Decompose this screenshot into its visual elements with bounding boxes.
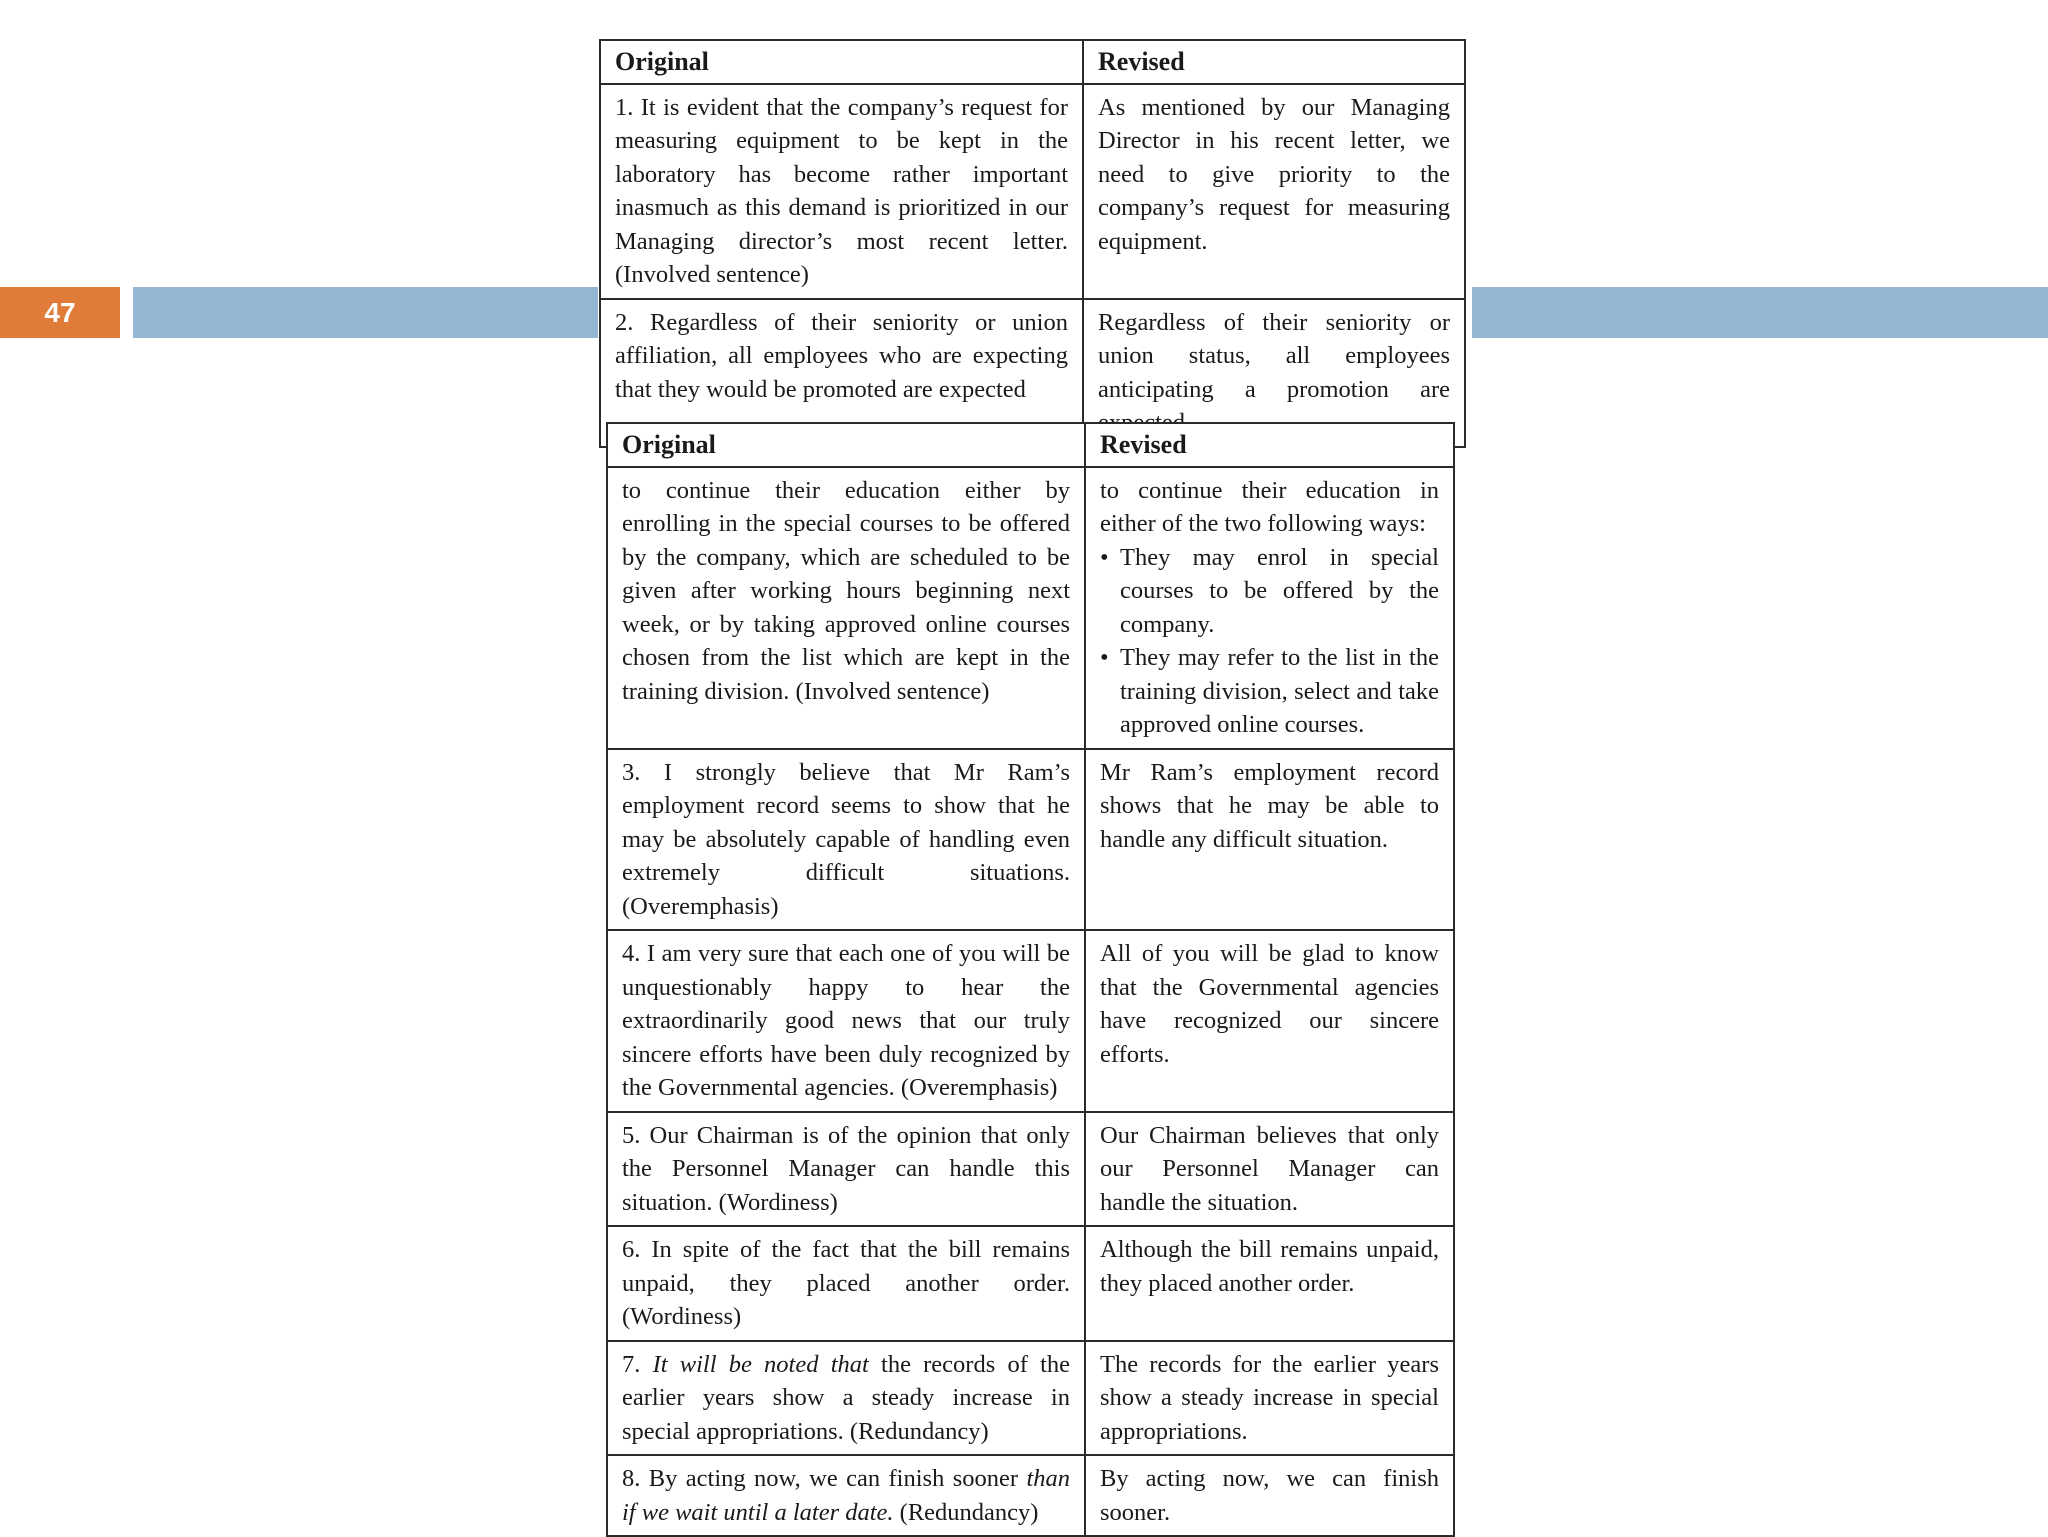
cell-original: 2. Regardless of their seniority or union affiliation, all employees who are expecting that they would be promoted are expected	[600, 299, 1083, 447]
table-row	[607, 1226, 1454, 1341]
title-band-left	[133, 287, 598, 338]
cell-revised: Although the bill remains unpaid, they placed another order.	[1085, 1226, 1454, 1341]
revised-intro: to continue their education in either of the two following ways:	[1100, 476, 1439, 537]
cell-revised: As mentioned by our Managing Director in his recent letter, we need to give priority to the company’s request for measuring equipment.	[1083, 84, 1465, 299]
cell-original	[607, 1341, 1085, 1456]
table-header-row	[600, 40, 1465, 84]
text-rest: (Redundancy)	[893, 1498, 1039, 1526]
revised-bullet-list	[1100, 541, 1439, 742]
table-header-row	[607, 423, 1454, 467]
list-item	[1100, 541, 1439, 642]
cell-original: to continue their education either by enrolling in the special courses to be offered by the company, which are scheduled to be given after working hours beginning next week, or by taking approved online courses chosen from the list which are kept in the training division. (Involved sentence)	[607, 467, 1085, 749]
cell-original	[607, 1455, 1085, 1536]
cell-revised: Mr Ram’s employment record shows that he may be able to handle any difficult situation.	[1085, 749, 1454, 931]
header-revised: Revised	[1085, 423, 1454, 467]
cell-revised: All of you will be glad to know that the Governmental agencies have recognized our sincere efforts.	[1085, 930, 1454, 1112]
cell-revised: By acting now, we can finish sooner.	[1085, 1455, 1454, 1536]
slide-number: 47	[0, 287, 120, 338]
table-row	[600, 84, 1465, 299]
italic-phrase: than if we wait until a later date.	[622, 1465, 1070, 1526]
bullet-icon: •	[1100, 543, 1109, 571]
comparison-table-main	[606, 422, 1455, 1537]
list-item-text: They may enrol in special courses to be offered by the company.	[1120, 543, 1439, 638]
comparison-table-top	[599, 39, 1466, 448]
cell-original: 6. In spite of the fact that the bill remains unpaid, they placed another order. (Wordiness)	[607, 1226, 1085, 1341]
cell-revised	[1085, 467, 1454, 749]
text-prefix: 7.	[622, 1350, 653, 1378]
cell-original: 1. It is evident that the company’s request for measuring equipment to be kept in the laboratory has become rather important inasmuch as this demand is prioritized in our Managing director’s most recent letter. (Involved sentence)	[600, 84, 1083, 299]
italic-phrase: It will be noted that	[652, 1350, 869, 1378]
cell-original: 4. I am very sure that each one of you will be unquestionably happy to hear the extraordinarily good news that our truly sincere efforts have been duly recognized by the Governmental agencies. (Overemphasis)	[607, 930, 1085, 1112]
table-row	[607, 1112, 1454, 1227]
bullet-icon: •	[1100, 644, 1109, 671]
list-item	[1100, 641, 1439, 742]
cell-original: 5. Our Chairman is of the opinion that only the Personnel Manager can handle this situation. (Wordiness)	[607, 1112, 1085, 1227]
header-revised: Revised	[1083, 40, 1465, 84]
header-original: Original	[607, 423, 1085, 467]
text-prefix: 8. By acting now, we can finish sooner	[622, 1465, 1027, 1492]
table-row	[607, 749, 1454, 931]
cell-original: 3. I strongly believe that Mr Ram’s employment record seems to show that he may be absolutely capable of handling even extremely difficult situations. (Overemphasis)	[607, 749, 1085, 931]
table-row	[607, 1455, 1454, 1536]
list-item-text: They may refer to the list in the training division, select and take approved online courses.	[1120, 644, 1439, 738]
table-row	[607, 930, 1454, 1112]
cell-revised: The records for the earlier years show a steady increase in special appropriations.	[1085, 1341, 1454, 1456]
header-original: Original	[600, 40, 1083, 84]
table-row	[607, 467, 1454, 749]
table-row	[607, 1341, 1454, 1456]
text-rest: the records of the earlier years show a steady increase in special appropriations. (Redundancy)	[622, 1350, 1071, 1445]
cell-revised: Regardless of their seniority or union status, all employees anticipating a promotion are	[1083, 299, 1465, 447]
title-band-right	[1472, 287, 2048, 338]
cell-revised: Our Chairman believes that only our Personnel Manager can handle the situation.	[1085, 1112, 1454, 1227]
